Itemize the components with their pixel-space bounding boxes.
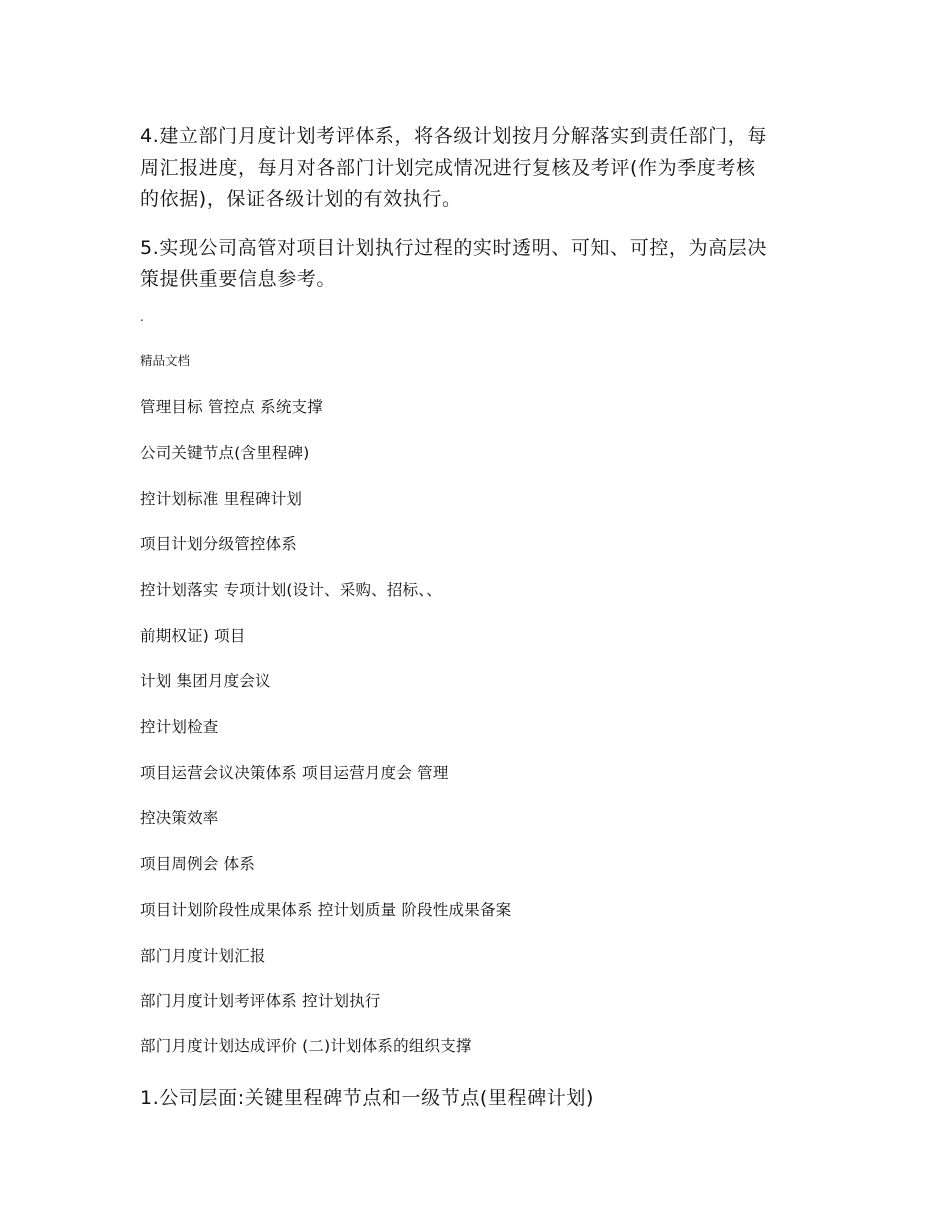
paragraph-4-line-2: 周汇报进度，每月对各部门计划完成情况进行复核及考评(作为季度考核 [140, 157, 756, 179]
text-line: 控计划标准 里程碑计划 [140, 490, 303, 508]
text-line: 控决策效率 [140, 809, 219, 827]
text-line: 控计划检查 [140, 718, 219, 736]
text-line: 公司关键节点(含里程碑) [140, 444, 310, 462]
text-line: 项目周例会 体系 [140, 855, 256, 873]
text-line: 管理目标 管控点 系统支撑 [140, 398, 323, 416]
text-line: 项目计划分级管控体系 [140, 535, 298, 553]
paragraph-5-line-1: 5.实现公司高管对项目计划执行过程的实时透明、可知、可控，为高层决 [140, 237, 767, 259]
paragraph-4-line-3: 的依据)，保证各级计划的有效执行。 [140, 188, 462, 210]
text-line: 前期权证) 项目 [140, 627, 246, 645]
text-line: 计划 集团月度会议 [140, 672, 271, 690]
text-line: 控计划落实 专项计划(设计、采购、招标、、 [140, 581, 442, 599]
text-line: 部门月度计划汇报 [140, 947, 266, 965]
paragraph-5-line-2: 策提供重要信息参考。 [140, 268, 337, 290]
text-line: 项目运营会议决策体系 项目运营月度会 管理 [140, 764, 449, 782]
separator-dot: . [140, 310, 144, 324]
text-line: 部门月度计划达成评价 (二)计划体系的组织支撑 [140, 1037, 472, 1055]
text-line: 项目计划阶段性成果体系 控计划质量 阶段性成果备案 [140, 901, 512, 919]
paragraph-4-line-1: 4.建立部门月度计划考评体系，将各级计划按月分解落实到责任部门，每 [140, 125, 767, 147]
text-line: 部门月度计划考评体系 控计划执行 [140, 992, 381, 1010]
final-heading-line: 1.公司层面:关键里程碑节点和一级节点(里程碑计划) [140, 1087, 594, 1109]
watermark-label: 精品文档 [140, 353, 191, 368]
